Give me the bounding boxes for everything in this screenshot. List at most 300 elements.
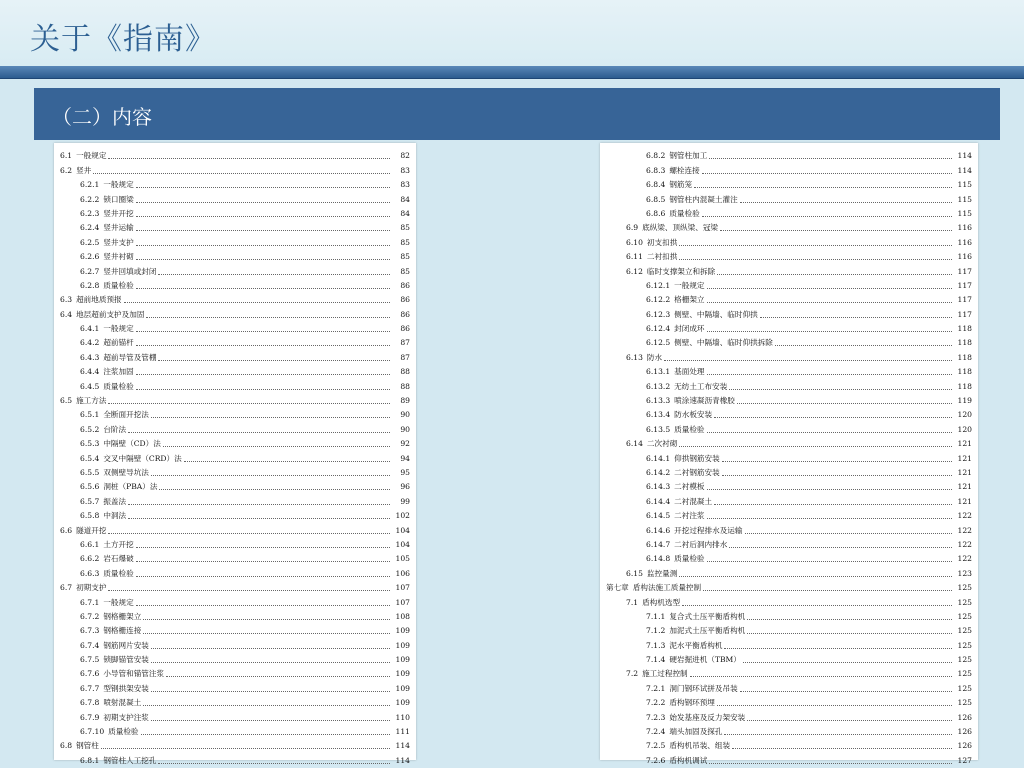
toc-entry-title: 中洞法 <box>103 511 127 521</box>
toc-entry-number: 6.7.8 <box>80 698 100 708</box>
toc-entry-number: 6.6.2 <box>80 554 100 564</box>
toc-entry-title: 初支扣拱 <box>646 237 678 247</box>
toc-entry-number: 6.8.5 <box>646 194 666 204</box>
toc-entry <box>60 219 410 233</box>
toc-entry-number: 6.7.7 <box>80 683 100 693</box>
toc-entry-number: 6.6 <box>60 525 73 535</box>
toc-entry <box>606 320 972 334</box>
toc-entry-page: 125 <box>957 597 972 607</box>
toc-entry-title: 二衬钢筋安装 <box>674 467 720 477</box>
dot-leader <box>166 675 390 677</box>
toc-entry-number: 6.2.1 <box>80 180 100 190</box>
toc-entry <box>60 593 410 607</box>
toc-entry-page: 95 <box>400 467 410 477</box>
toc-entry-title: 锁口圈梁 <box>103 194 134 204</box>
toc-entry-title: 钢格栅架立 <box>103 611 142 621</box>
dot-leader <box>679 445 952 447</box>
dot-leader <box>694 186 952 188</box>
toc-entry-page: 83 <box>400 180 410 190</box>
toc-entry-title: 竖井衬砌 <box>103 252 134 262</box>
toc-entry <box>60 608 410 622</box>
toc-entry-number: 6.5.5 <box>80 467 100 477</box>
toc-entry-page: 104 <box>395 539 410 549</box>
toc-entry-title: 质量检验 <box>674 424 705 434</box>
dot-leader <box>664 359 952 361</box>
toc-entry-number: 6.13.2 <box>646 381 671 391</box>
toc-entry <box>606 579 972 593</box>
toc-entry <box>606 205 972 219</box>
toc-entry <box>60 651 410 665</box>
toc-entry <box>60 679 410 693</box>
dot-leader <box>707 488 952 490</box>
toc-entry-number: 6.12.2 <box>646 295 671 305</box>
toc-entry <box>606 348 972 362</box>
toc-entry-title: 防水 <box>646 352 663 362</box>
dot-leader <box>151 474 390 476</box>
toc-entry <box>60 435 410 449</box>
toc-entry-title: 中隔壁（CD）法 <box>103 439 161 449</box>
toc-entry <box>60 320 410 334</box>
toc-entry-page: 125 <box>957 583 972 593</box>
toc-entry-title: 喷涂速凝沥青橡胶 <box>674 396 735 406</box>
dot-leader <box>722 474 952 476</box>
toc-entry <box>60 147 410 161</box>
toc-entry-page: 85 <box>400 252 410 262</box>
toc-entry-number: 6.2.3 <box>80 208 100 218</box>
toc-entry-title: 土方开挖 <box>103 539 134 549</box>
toc-entry <box>606 737 972 751</box>
toc-entry-page: 127 <box>957 755 972 765</box>
toc-entry-number: 6.5.4 <box>80 453 100 463</box>
toc-entry-number: 6.15 <box>626 568 643 578</box>
toc-entry-page: 107 <box>395 583 410 593</box>
toc-entry <box>60 233 410 247</box>
toc-entry-title: 小导管和锚管注浆 <box>103 669 165 679</box>
toc-entry-page: 115 <box>957 208 972 218</box>
toc-entry-page: 121 <box>957 439 972 449</box>
toc-entry-number: 6.4.2 <box>80 338 100 348</box>
dot-leader <box>702 215 952 217</box>
toc-entry-page: 117 <box>957 309 972 319</box>
header-divider <box>0 66 1024 79</box>
dot-leader <box>136 215 390 217</box>
dot-leader <box>717 704 952 706</box>
dot-leader <box>93 172 390 174</box>
toc-entry-title: 始发基座及反力架安装 <box>669 712 746 722</box>
toc-entry <box>60 550 410 564</box>
toc-entry-number: 6.4 <box>60 309 73 319</box>
toc-entry-title: 质量检验 <box>669 208 700 218</box>
toc-entry-page: 122 <box>957 525 972 535</box>
toc-entry <box>60 406 410 420</box>
toc-entry-title: 二衬扣拱 <box>646 252 678 262</box>
toc-entry <box>60 291 410 305</box>
dot-leader <box>136 575 390 577</box>
toc-entry <box>60 579 410 593</box>
toc-entry-page: 104 <box>395 525 410 535</box>
dot-leader <box>151 719 390 721</box>
toc-entry-page: 121 <box>957 496 972 506</box>
dot-leader <box>136 344 390 346</box>
dot-leader <box>136 560 390 562</box>
toc-entry-title: 临时支撑架立和拆除 <box>646 266 716 276</box>
toc-entry-title: 仰拱钢筋安装 <box>674 453 720 463</box>
toc-entry-number: 6.8.4 <box>646 180 666 190</box>
toc-entry-page: 92 <box>400 439 410 449</box>
toc-entry-page: 114 <box>957 151 972 161</box>
dot-leader <box>158 359 390 361</box>
dot-leader <box>158 762 390 764</box>
toc-entry-number: 7.2.1 <box>646 683 666 693</box>
toc-list-right <box>606 147 972 766</box>
toc-entry-title: 洞桩（PBA）法 <box>103 482 158 492</box>
toc-entry-number: 第七章 <box>606 583 629 593</box>
toc-entry-title: 泥水平衡盾构机 <box>669 640 723 650</box>
toc-entry-page: 117 <box>957 295 972 305</box>
toc-entry <box>606 593 972 607</box>
toc-entry-title: 防水板安装 <box>674 410 713 420</box>
toc-entry-title: 质量检验 <box>103 381 134 391</box>
toc-entry-title: 施工方法 <box>76 396 107 406</box>
toc-entry <box>60 536 410 550</box>
toc-entry <box>60 176 410 190</box>
toc-entry-page: 88 <box>400 381 410 391</box>
toc-entry-number: 7.1.4 <box>646 655 666 665</box>
toc-entry <box>606 449 972 463</box>
toc-entry-title: 底纵梁、顶纵梁、冠梁 <box>642 223 719 233</box>
toc-entry-title: 基面处理 <box>674 367 705 377</box>
toc-entry-page: 125 <box>957 611 972 621</box>
toc-entry-number: 6.2.7 <box>80 266 100 276</box>
toc-entry-title: 钢格栅连接 <box>103 626 142 636</box>
toc-entry-title: 竖井回填或封闭 <box>103 266 157 276</box>
toc-entry <box>60 262 410 276</box>
toc-page-right <box>600 143 978 765</box>
toc-entry-number: 6.2.8 <box>80 280 100 290</box>
toc-entry-page: 114 <box>957 165 972 175</box>
toc-entry-page: 118 <box>957 367 972 377</box>
toc-entry <box>606 262 972 276</box>
toc-entry <box>60 363 410 377</box>
dot-leader <box>679 244 952 246</box>
toc-entry-title: 二衬模板 <box>674 482 705 492</box>
dot-leader <box>679 575 952 577</box>
toc-entry-page: 106 <box>395 568 410 578</box>
toc-entry-number: 6.5.3 <box>80 439 100 449</box>
toc-entry-page: 118 <box>957 324 972 334</box>
toc-entry <box>606 492 972 506</box>
dot-leader <box>707 330 952 332</box>
toc-entry-title: 二衬混凝土 <box>674 496 713 506</box>
toc-entry <box>606 651 972 665</box>
toc-entry <box>60 348 410 362</box>
toc-entry-title: 一般规定 <box>76 151 107 161</box>
toc-entry-page: 114 <box>395 755 410 765</box>
toc-entry-page: 126 <box>957 741 972 751</box>
toc-entry <box>60 622 410 636</box>
toc-entry-page: 94 <box>400 453 410 463</box>
toc-entry-number: 6.4.4 <box>80 367 100 377</box>
toc-entry-title: 钢管柱加工 <box>669 151 708 161</box>
toc-entry-title: 质量检验 <box>103 280 134 290</box>
dot-leader <box>141 733 390 735</box>
toc-entry-title: 无纺土工布安装 <box>674 381 728 391</box>
toc-entry-page: 84 <box>400 194 410 204</box>
toc-entry <box>606 694 972 708</box>
toc-entry <box>606 622 972 636</box>
toc-entry <box>606 536 972 550</box>
toc-entry-title: 竖井 <box>76 165 92 175</box>
toc-entry-title: 端头加固及探孔 <box>669 727 723 737</box>
dot-leader <box>703 589 952 591</box>
toc-entry-title: 盾构机吊装、组装 <box>669 741 731 751</box>
toc-entry <box>60 708 410 722</box>
toc-entry-title: 竖井开挖 <box>103 208 134 218</box>
dot-leader <box>724 733 952 735</box>
toc-entry <box>606 147 972 161</box>
toc-entry-page: 109 <box>395 626 410 636</box>
toc-entry-page: 87 <box>400 338 410 348</box>
toc-entry-number: 7.1.2 <box>646 626 666 636</box>
slide-title: 关于《指南》 <box>30 22 216 57</box>
toc-entry-number: 6.5.8 <box>80 511 100 521</box>
toc-entry <box>606 248 972 262</box>
toc-entry-page: 115 <box>957 194 972 204</box>
dot-leader <box>682 604 952 606</box>
dot-leader <box>158 273 390 275</box>
toc-entry <box>606 190 972 204</box>
toc-entry <box>60 305 410 319</box>
toc-entry-title: 一般规定 <box>103 324 134 334</box>
toc-entry <box>606 291 972 305</box>
dot-leader <box>747 632 952 634</box>
toc-entry-title: 侧壁、中隔墙、临时仰拱拆除 <box>674 338 773 348</box>
toc-entry-title: 侧壁、中隔墙、临时仰拱 <box>674 309 758 319</box>
toc-entry <box>60 377 410 391</box>
toc-entry-page: 125 <box>957 655 972 665</box>
toc-entry-number: 6.12.3 <box>646 309 671 319</box>
toc-entry-number: 6.5.2 <box>80 424 100 434</box>
section-title: （二）内容 <box>52 105 152 129</box>
dot-leader <box>151 647 390 649</box>
dot-leader <box>714 416 952 418</box>
toc-entry-title: 二次衬砌 <box>646 439 678 449</box>
toc-entry-page: 126 <box>957 712 972 722</box>
toc-entry-number: 6.4.1 <box>80 324 100 334</box>
toc-entry-number: 6.11 <box>626 252 643 262</box>
dot-leader <box>690 675 952 677</box>
toc-entry-title: 一般规定 <box>103 180 134 190</box>
dot-leader <box>747 618 952 620</box>
toc-entry-title: 复合式土压平衡盾构机 <box>669 611 746 621</box>
dot-leader <box>724 647 952 649</box>
dot-leader <box>136 186 390 188</box>
toc-entry-page: 125 <box>957 640 972 650</box>
toc-entry-title: 螺栓连接 <box>669 165 700 175</box>
toc-entry <box>60 737 410 751</box>
toc-entry-title: 开挖过程排水及运输 <box>674 525 743 535</box>
dot-leader <box>143 618 390 620</box>
toc-entry-number: 7.2.6 <box>646 755 666 765</box>
toc-entry <box>606 751 972 765</box>
toc-entry <box>606 406 972 420</box>
dot-leader <box>732 747 952 749</box>
toc-entry <box>606 550 972 564</box>
toc-entry-page: 86 <box>400 324 410 334</box>
toc-entry-page: 121 <box>957 453 972 463</box>
toc-entry-title: 竖井运输 <box>103 223 134 233</box>
toc-entry-number: 6.12 <box>626 266 643 276</box>
toc-entry-page: 108 <box>395 611 410 621</box>
toc-entry-number: 6.3 <box>60 295 73 305</box>
toc-entry-number: 7.2.2 <box>646 698 666 708</box>
toc-entry-page: 82 <box>400 151 410 161</box>
toc-entry-number: 6.12.4 <box>646 324 671 334</box>
dot-leader <box>128 517 390 519</box>
toc-entry-title: 二衬注浆 <box>674 511 705 521</box>
dot-leader <box>136 388 390 390</box>
toc-entry <box>60 723 410 737</box>
dot-leader <box>143 704 390 706</box>
dot-leader <box>101 747 390 749</box>
toc-entry-page: 85 <box>400 266 410 276</box>
dot-leader <box>702 172 952 174</box>
toc-entry-title: 一般规定 <box>674 280 705 290</box>
toc-entry-page: 86 <box>400 295 410 305</box>
toc-entry-page: 111 <box>395 727 410 737</box>
toc-entry-number: 7.2.5 <box>646 741 666 751</box>
dot-leader <box>747 719 952 721</box>
toc-entry-page: 107 <box>395 597 410 607</box>
toc-entry-number: 6.6.3 <box>80 568 100 578</box>
toc-entry-number: 6.7.10 <box>80 727 105 737</box>
toc-entry-title: 超前地质预报 <box>76 295 122 305</box>
toc-entry-number: 6.14.5 <box>646 511 671 521</box>
toc-entry-title: 岩石爆破 <box>103 554 134 564</box>
toc-entry-page: 109 <box>395 683 410 693</box>
toc-entry <box>60 464 410 478</box>
dot-leader <box>151 416 390 418</box>
toc-entry <box>60 420 410 434</box>
toc-entry-number: 6.10 <box>626 237 643 247</box>
toc-entry-number: 7.2 <box>626 669 639 679</box>
toc-entry <box>60 694 410 708</box>
toc-entry <box>60 392 410 406</box>
toc-entry <box>60 190 410 204</box>
toc-entry-title: 注浆加固 <box>103 367 134 377</box>
toc-entry <box>606 334 972 348</box>
toc-entry-title: 质量检验 <box>674 554 705 564</box>
toc-entry-page: 83 <box>400 165 410 175</box>
dot-leader <box>707 373 952 375</box>
dot-leader <box>722 460 952 462</box>
toc-entry-title: 洞门钢环试拼及吊装 <box>669 683 738 693</box>
dot-leader <box>136 373 390 375</box>
toc-entry-number: 6.8.1 <box>80 755 100 765</box>
toc-entry-title: 盾构机调试 <box>669 755 708 765</box>
toc-entry-number: 6.4.5 <box>80 381 100 391</box>
toc-entry-page: 117 <box>957 280 972 290</box>
toc-entry-title: 二衬后洞内排水 <box>674 539 728 549</box>
toc-entry-page: 99 <box>400 496 410 506</box>
toc-entry-title: 封闭成环 <box>674 324 705 334</box>
toc-entry-number: 6.14 <box>626 439 643 449</box>
toc-entry <box>606 420 972 434</box>
toc-entry-title: 全断面开挖法 <box>103 410 149 420</box>
toc-entry <box>606 679 972 693</box>
toc-entry <box>606 723 972 737</box>
dot-leader <box>136 604 390 606</box>
toc-entry-title: 硬岩掘进机（TBM） <box>669 655 741 665</box>
toc-entry-page: 89 <box>400 396 410 406</box>
toc-entry <box>60 205 410 219</box>
toc-entry-number: 6.5.7 <box>80 496 100 506</box>
toc-entry-title: 喷射混凝土 <box>103 698 142 708</box>
toc-entry-page: 120 <box>957 410 972 420</box>
toc-entry <box>606 665 972 679</box>
toc-entry-page: 116 <box>957 237 972 247</box>
toc-entry-title: 隧道开挖 <box>76 525 107 535</box>
toc-entry-number: 7.1.1 <box>646 611 666 621</box>
toc-entry-page: 90 <box>400 410 410 420</box>
dot-leader <box>128 503 390 505</box>
toc-entry-title: 台阶法 <box>103 424 127 434</box>
toc-entry-title: 型钢拱架安装 <box>103 683 149 693</box>
toc-entry-page: 114 <box>395 741 410 751</box>
toc-entry-page: 116 <box>957 223 972 233</box>
toc-entry-number: 6.14.2 <box>646 467 671 477</box>
toc-entry-title: 钢筋笼 <box>669 180 693 190</box>
toc-entry-page: 102 <box>395 511 410 521</box>
toc-entry-title: 施工过程控制 <box>642 669 688 679</box>
toc-entry <box>606 464 972 478</box>
dot-leader <box>760 316 952 318</box>
toc-entry-page: 126 <box>957 727 972 737</box>
toc-entry-page: 87 <box>400 352 410 362</box>
toc-entry <box>606 478 972 492</box>
toc-entry-number: 6.14.7 <box>646 539 671 549</box>
toc-entry-number: 6.13.1 <box>646 367 671 377</box>
dot-leader <box>136 244 390 246</box>
toc-entry-page: 119 <box>957 396 972 406</box>
toc-entry <box>606 277 972 291</box>
dot-leader <box>163 445 390 447</box>
toc-entry-number: 6.7 <box>60 583 73 593</box>
toc-entry <box>60 636 410 650</box>
toc-entry-number: 6.2.6 <box>80 252 100 262</box>
toc-entry-page: 117 <box>957 266 972 276</box>
toc-entry-number: 6.7.6 <box>80 669 100 679</box>
toc-entry-number: 6.8 <box>60 741 73 751</box>
toc-entry-number: 6.7.5 <box>80 655 100 665</box>
toc-entry-title: 地层超前支护及加固 <box>76 309 145 319</box>
toc-entry <box>606 233 972 247</box>
toc-entry-page: 118 <box>957 381 972 391</box>
dot-leader <box>159 488 390 490</box>
toc-entry <box>60 492 410 506</box>
toc-entry-page: 122 <box>957 554 972 564</box>
toc-entry-page: 109 <box>395 698 410 708</box>
toc-entry-page: 109 <box>395 640 410 650</box>
toc-entry <box>60 449 410 463</box>
toc-entry-number: 6.13.3 <box>646 396 671 406</box>
toc-entry-page: 86 <box>400 309 410 319</box>
toc-entry-page: 88 <box>400 367 410 377</box>
toc-entry-title: 质量检验 <box>103 568 134 578</box>
toc-entry-number: 6.14.4 <box>646 496 671 506</box>
toc-entry-title: 质量检验 <box>108 727 139 737</box>
toc-entry-number: 7.1 <box>626 597 639 607</box>
